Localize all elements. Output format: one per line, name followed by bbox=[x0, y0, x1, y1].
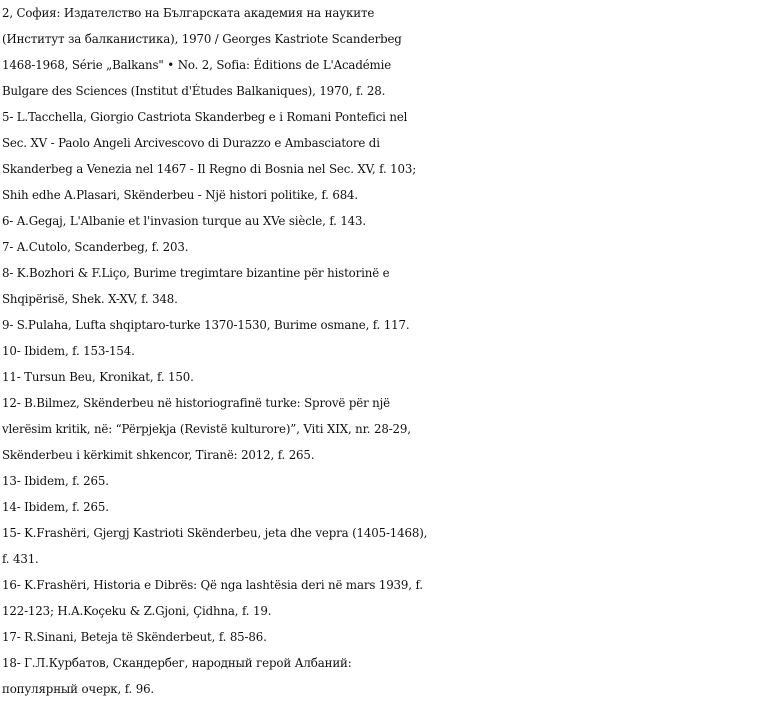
footnote-16: 16- K.Frashëri, Historia e Dibrës: Që nga lashtësia deri në mars 1939, f. bbox=[2, 578, 423, 592]
text-line: популярный очерк, f. 96. bbox=[2, 682, 155, 696]
text-line: 1468-1968, Série „Balkans" • No. 2, Sofia: Éditions de L'Académie bbox=[2, 58, 392, 72]
footnote-12: 12- B.Bilmez, Skënderbeu në historiografinë turke: Sprovë për një bbox=[2, 396, 390, 410]
footnote-18: 18- Г.Л.Курбатов, Скандербег, народный герой Албаний: bbox=[2, 656, 352, 670]
footnote-13: 13- Ibidem, f. 265. bbox=[2, 474, 109, 488]
footnote-10: 10- Ibidem, f. 153-154. bbox=[2, 344, 135, 358]
text-line: Bulgare des Sciences (Institut d'Études Balkaniques), 1970, f. 28. bbox=[2, 84, 386, 98]
footnote-14: 14- Ibidem, f. 265. bbox=[2, 500, 109, 514]
text-line: Sec. XV - Paolo Angeli Arcivescovo di Durazzo e Ambasciatore di bbox=[2, 136, 380, 150]
footnote-7: 7- A.Cutolo, Scanderbeg, f. 203. bbox=[2, 240, 189, 254]
text-line: f. 431. bbox=[2, 552, 39, 566]
text-line: 2, София: Издателство на Българската академия на науките bbox=[2, 6, 375, 20]
footnote-8: 8- K.Bozhori & F.Liço, Burime tregimtare bizantine për historinë e bbox=[2, 266, 390, 280]
text-line: (Институт за балканистика), 1970 / Georges Kastriote Scanderbeg bbox=[2, 32, 402, 46]
text-line: 122-123; H.A.Koçeku & Z.Gjoni, Çidhna, f. 19. bbox=[2, 604, 272, 618]
footnote-17: 17- R.Sinani, Beteja të Skënderbeut, f. 85-86. bbox=[2, 630, 267, 644]
footnote-9: 9- S.Pulaha, Lufta shqiptaro-turke 1370-1530, Burime osmane, f. 117. bbox=[2, 318, 410, 332]
footnote-5: 5- L.Tacchella, Giorgio Castriota Skanderbeg e i Romani Pontefici nel bbox=[2, 110, 408, 124]
text-line: Skanderbeg a Venezia nel 1467 - Il Regno di Bosnia nel Sec. XV, f. 103; bbox=[2, 162, 417, 176]
footnote-11: 11- Tursun Beu, Kronikat, f. 150. bbox=[2, 370, 194, 384]
footnote-15: 15- K.Frashëri, Gjergj Kastrioti Skënderbeu, jeta dhe vepra (1405-1468), bbox=[2, 526, 428, 540]
text-line: vlerësim kritik, në: “Përpjekja (Revistë kulturore)”, Viti XIX, nr. 28-29, bbox=[2, 422, 411, 436]
text-line: Shih edhe A.Plasari, Skënderbeu - Një histori politike, f. 684. bbox=[2, 188, 359, 202]
text-line: Skënderbeu i kërkimit shkencor, Tiranë: 2012, f. 265. bbox=[2, 448, 315, 462]
footnote-6: 6- A.Gegaj, L'Albanie et l'invasion turque au XVe siècle, f. 143. bbox=[2, 214, 366, 228]
text-line: Shqipërisë, Shek. X-XV, f. 348. bbox=[2, 292, 178, 306]
footnotes-text bbox=[2, 0, 762, 702]
